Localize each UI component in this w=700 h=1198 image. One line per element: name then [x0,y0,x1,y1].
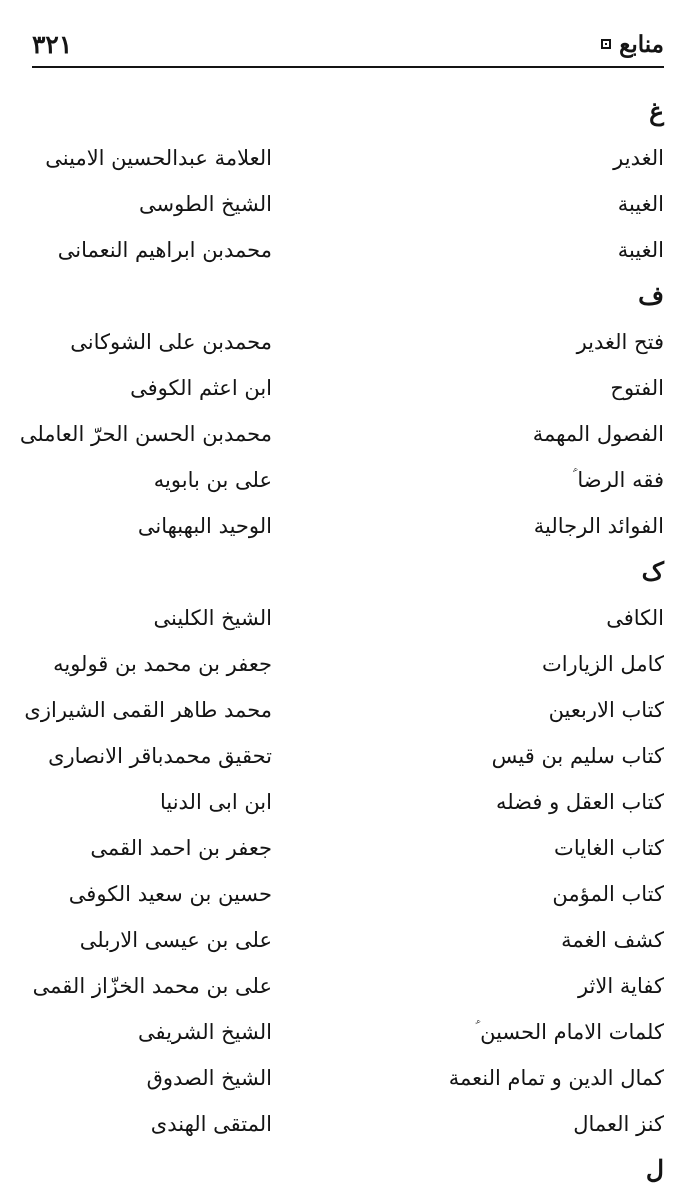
book-author: ابن اعثم الکوفی [130,376,272,400]
book-author: محمدبن علی الشوکانی [70,330,272,354]
book-author: جعفر بن محمد بن قولویه [53,652,272,676]
section-heading [32,274,664,320]
book-title: الفصول المهمة [532,422,664,446]
book-author: تحقیق محمدباقر الانصاری [48,744,272,768]
book-title: کتاب الاربعین [548,698,664,722]
book-author: محمدبن ابراهیم النعمانی [57,238,272,262]
book-title: الفوائد الرجالیة [533,514,664,538]
book-title: فتح الغدیر [576,330,664,354]
book-author: ابن ابی الدنیا [159,790,272,814]
book-title: کشف الغمة [561,928,664,952]
book-author: محمد طاهر القمی الشیرازی [24,698,272,722]
book-author: المتقی الهندی [150,1112,272,1136]
bibliography-entry [32,504,664,550]
bibliography-entry [32,458,664,504]
book-title: کتاب الغایات [554,836,664,860]
bibliography-entry [32,182,664,228]
book-author: الشیخ الطوسی [139,192,272,216]
book-author: محمدبن الحسن الحرّ العاملی [19,422,272,446]
bibliography-entry [32,642,664,688]
book-author: علی بن بابویه [153,468,272,492]
book-author: الشیخ الصدوق [146,1066,272,1090]
book-title: کفایة الاثر [577,974,664,998]
book-title: کلمات الامام الحسین ؑ [474,1020,664,1044]
running-head-title: منابع [619,30,664,58]
bibliography-entry [32,964,664,1010]
page-number: ۳۲۱ [32,29,73,59]
book-author: علی بن عیسی الاربلی [79,928,272,952]
book-title: کتاب العقل و فضله [495,790,664,814]
bibliography-entry [32,872,664,918]
bibliography-entry [32,136,664,182]
section-letter: غ [649,97,664,126]
section-letter: ک [641,557,664,586]
book-author: حسین بن سعید الکوفی [68,882,272,906]
book-author: الوحید البهبهانی [137,514,272,538]
book-title: الغیبة [617,192,664,216]
book-title: الکافی [606,606,664,630]
bibliography-entry [24,688,664,734]
book-author: علی بن محمد الخزّاز القمی [32,974,272,998]
bibliography-entry [32,228,664,274]
book-author: الشیخ الکلینی [153,606,272,630]
book-title: کنز العمال [573,1112,664,1136]
book-title: کتاب المؤمن [552,882,664,906]
section-heading [32,1148,664,1194]
book-title: الغدیر [613,146,664,170]
book-author: العلامة عبدالحسین الامینی [45,146,272,170]
section-letter: ل [645,1155,664,1184]
section-heading [32,550,664,596]
bibliography-entry [32,918,664,964]
bibliography-entry [32,1102,664,1148]
book-title: فقه الرضا ؑ [572,468,664,492]
bibliography-entry [32,1010,664,1056]
book-title: کامل الزیارات [541,652,664,676]
book-title: کمال الدین و تمام النعمة [448,1066,664,1090]
book-author: جعفر بن احمد القمی [90,836,272,860]
bibliography-entry [32,1056,664,1102]
bibliography-entry [32,596,664,642]
section-heading [32,90,664,136]
book-title: الغیبة [617,238,664,262]
book-author: الشیخ الشریفی [137,1020,272,1044]
book-title: الفتوح [610,376,664,400]
bibliography-entry [32,826,664,872]
section-letter: ف [638,281,664,310]
bibliography-entry [32,366,664,412]
bibliography-entry [32,780,664,826]
bibliography-entry [32,320,664,366]
bibliography-entry [19,412,664,458]
bibliography-entry [32,734,664,780]
book-title: کتاب سلیم بن قیس [491,744,664,768]
